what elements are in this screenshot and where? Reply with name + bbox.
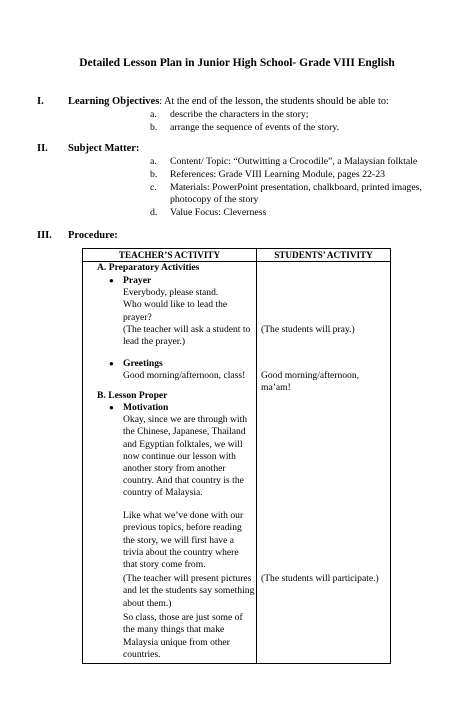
motivation-title: Motivation	[123, 402, 169, 414]
subject-d-text: Value Focus: Cleverness	[170, 207, 267, 218]
prayer-title: Prayer	[123, 275, 152, 287]
teacher-activity-header: TEACHER’S ACTIVITY	[83, 249, 257, 262]
students-prayer-response: (The students will pray.)	[261, 324, 355, 336]
table-body-row	[83, 262, 391, 664]
section-iii-number: III.	[37, 230, 52, 241]
greetings-title: Greetings	[123, 358, 163, 370]
paragraph-line: and let the students say something	[123, 585, 255, 597]
section-iii-label: Procedure:	[68, 230, 118, 241]
document-title: Detailed Lesson Plan in Junior High School- Grade VIII English	[79, 57, 395, 69]
section-ii-label: Subject Matter:	[68, 143, 140, 154]
paragraph-line: previous topics, before reading	[123, 522, 242, 534]
paragraph-line: now continue our lesson with	[123, 450, 236, 462]
subject-c-letter: c.	[150, 182, 157, 193]
motivation-item	[109, 402, 169, 414]
subject-a-letter: a.	[150, 156, 157, 167]
paragraph-line: the story, we will first have a	[123, 534, 235, 546]
subject-a-text: Content/ Topic: “Outwitting a Crocodile”, a Malaysian folktale	[170, 156, 418, 167]
paragraph-line: and Egyptian folktales, we will	[123, 438, 243, 450]
paragraph-line: trivia about the country where	[123, 546, 239, 558]
bullet-icon: ●	[109, 276, 114, 286]
motivation-paragraph-2	[123, 510, 243, 571]
paragraph-line: Like what we’ve done with our	[123, 510, 244, 522]
paragraph-line: another story from another	[123, 463, 226, 475]
section-ii-number: II.	[37, 143, 48, 154]
prayer-line: Everybody, please stand.	[123, 287, 219, 299]
table-header-row	[83, 249, 391, 262]
objective-b-letter: b.	[150, 122, 158, 133]
teacher-activity-cell	[83, 262, 257, 664]
section-b-heading: B. Lesson Proper	[97, 390, 168, 402]
paragraph-line: Okay, since we are through with	[123, 414, 248, 426]
motivation-paragraph-4	[123, 612, 243, 661]
objective-a-letter: a.	[150, 109, 157, 120]
section-i-number: I.	[37, 96, 44, 107]
prayer-line: (The teacher will ask a student to	[123, 323, 251, 335]
section-a-heading: A. Preparatory Activities	[97, 262, 200, 274]
subject-b-letter: b.	[150, 169, 158, 180]
greetings-line: Good morning/afternoon, class!	[123, 370, 246, 382]
subject-d-letter: d.	[150, 207, 158, 218]
paragraph-line: country of Malaysia.	[123, 487, 203, 499]
objective-b-text: arrange the sequence of events of the story.	[170, 122, 340, 133]
section-i-heading	[68, 95, 448, 108]
paragraph-line: country. And that country is the	[123, 475, 244, 487]
subject-c-continuation: photocopy of the story	[170, 194, 259, 205]
paragraph-line: the Chinese, Japanese, Thailand	[123, 426, 246, 438]
paragraph-line: Malaysia unique from other	[123, 636, 230, 648]
paragraph-line: that story come from.	[123, 559, 206, 571]
motivation-paragraph-3	[123, 573, 254, 610]
students-greetings-response: Good morning/afternoon, ma’am!	[261, 370, 360, 394]
bullet-icon: ●	[109, 403, 114, 413]
section-i-intro: : At the end of the lesson, the students should be able to:	[159, 96, 389, 107]
greetings-item	[109, 358, 163, 370]
paragraph-line: So class, those are just some of	[123, 612, 243, 624]
students-activity-cell	[257, 262, 391, 664]
procedure-table	[82, 248, 391, 664]
prayer-item	[109, 275, 152, 287]
prayer-line: lead the prayer.)	[123, 336, 186, 348]
section-i-label: Learning Objectives	[68, 96, 160, 107]
prayer-line: prayer?	[123, 311, 152, 323]
subject-c-text: Materials: PowerPoint presentation, chalkboard, printed images,	[170, 182, 422, 193]
subject-b-text: References: Grade VIII Learning Module, pages 22-23	[170, 169, 385, 180]
paragraph-line: the many things that make	[123, 624, 225, 636]
motivation-paragraph-1	[123, 414, 247, 499]
prayer-lines	[123, 287, 250, 348]
objective-a-text: describe the characters in the story;	[170, 109, 309, 120]
students-participation-response: (The students will participate.)	[261, 573, 379, 585]
students-activity-header: STUDENTS’ ACTIVITY	[257, 249, 391, 262]
paragraph-line: about them.)	[123, 597, 172, 609]
prayer-line: Who would like to lead the	[123, 299, 228, 311]
paragraph-line: (The teacher will present pictures	[123, 573, 252, 585]
bullet-icon: ●	[109, 359, 114, 369]
paragraph-line: countries.	[123, 648, 161, 660]
